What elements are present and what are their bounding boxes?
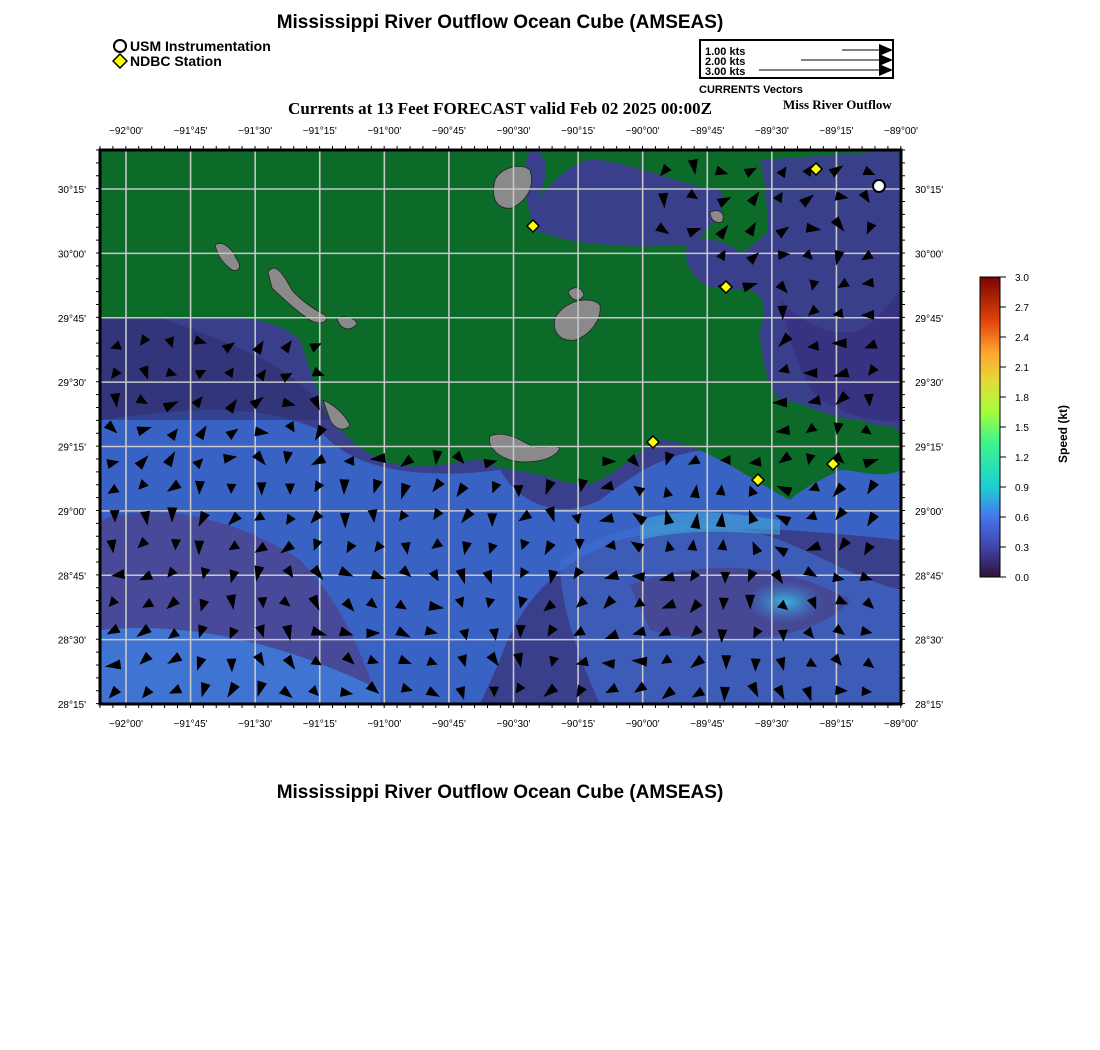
colorbar-tick-label: 2.4 (1015, 333, 1029, 344)
lat-tick-label: 28°30' (57, 635, 86, 647)
lon-tick-label: −91°15' (302, 126, 337, 137)
colorbar-tick-label: 1.5 (1015, 423, 1029, 434)
lon-tick-label: −90°00' (625, 719, 660, 730)
colorbar-tick-label: 2.7 (1015, 303, 1029, 314)
lon-tick-label: −91°00' (367, 126, 402, 137)
lat-tick-label: 29°15' (915, 442, 944, 454)
legend-ndbc-label: NDBC Station (130, 53, 222, 69)
lon-labels-bottom (109, 719, 918, 730)
colorbar-tick-label: 3.0 (1015, 273, 1029, 284)
lon-tick-label: −90°30' (496, 126, 531, 137)
colorbar-tick-label: 2.1 (1015, 363, 1029, 374)
colorbar-title: Speed (kt) (1056, 404, 1071, 464)
lat-tick-label: 28°15' (57, 700, 86, 711)
legend-usm-label: USM Instrumentation (130, 38, 271, 54)
colorbar-tick-label: 1.2 (1015, 453, 1029, 464)
lat-tick-label: 30°00' (915, 249, 944, 261)
lon-tick-label: −89°00' (884, 126, 918, 137)
map-subtitle: Currents at 13 Feet FORECAST valid Feb 02 2025 00:00Z (288, 99, 712, 118)
vector-key-entry-2: 2.00 kts (705, 56, 746, 68)
lon-tick-label: −89°45' (690, 126, 725, 137)
region-label: Miss River Outflow (783, 97, 892, 112)
vector-key-title: CURRENTS Vectors (699, 84, 803, 96)
colorbar-tick-label: 0.9 (1015, 483, 1029, 494)
lon-tick-label: −89°15' (819, 719, 854, 730)
lon-tick-label: −90°15' (561, 126, 596, 137)
lon-tick-label: −91°15' (302, 719, 337, 730)
lon-tick-label: −90°45' (431, 719, 466, 730)
lat-tick-label: 30°00' (57, 249, 86, 261)
lat-tick-label: 30°15' (57, 185, 86, 196)
lat-tick-label: 29°30' (57, 378, 86, 390)
lon-tick-label: −89°30' (754, 719, 789, 730)
lon-tick-label: −90°15' (561, 719, 596, 730)
lat-tick-label: 29°15' (57, 442, 86, 454)
lat-tick-label: 28°45' (915, 571, 944, 583)
lon-tick-label: −90°00' (625, 126, 660, 137)
colorbar-tick-label: 0.0 (1015, 573, 1029, 584)
colorbar-tick-label: 0.3 (1015, 543, 1029, 554)
lon-tick-label: −91°30' (238, 126, 273, 137)
page-title: Mississippi River Outflow Ocean Cube (AMSEAS) (276, 12, 724, 33)
lat-tick-label: 28°15' (915, 700, 944, 711)
colorbar-tick-label: 1.8 (1015, 393, 1029, 404)
lat-tick-label: 30°15' (915, 185, 944, 196)
lon-tick-label: −91°30' (238, 719, 273, 730)
lon-tick-label: −89°15' (819, 126, 854, 137)
lat-tick-label: 29°45' (915, 313, 944, 325)
lat-tick-label: 29°00' (915, 506, 944, 518)
lat-tick-label: 29°00' (57, 506, 86, 518)
lon-tick-label: −90°30' (496, 719, 531, 730)
second-page-title: Mississippi River Outflow Ocean Cube (AMSEAS) (276, 782, 724, 803)
vector-key-entry-1: 1.00 kts (705, 46, 746, 58)
lon-tick-label: −89°30' (754, 126, 789, 137)
lon-tick-label: −92°00' (109, 719, 143, 730)
lat-tick-label: 28°30' (915, 635, 944, 647)
lon-tick-label: −89°00' (884, 719, 918, 730)
lat-tick-label: 29°45' (57, 313, 86, 325)
lon-tick-label: −90°45' (431, 126, 466, 137)
lon-tick-label: −92°00' (109, 126, 143, 137)
colorbar-gradient (980, 277, 1000, 577)
lon-tick-label: −91°45' (173, 719, 208, 730)
lat-tick-label: 29°30' (915, 378, 944, 390)
colorbar-ticks (1000, 273, 1029, 584)
lon-tick-label: −91°00' (367, 719, 402, 730)
lat-tick-label: 28°45' (57, 571, 86, 583)
colorbar-tick-label: 0.6 (1015, 513, 1029, 524)
lon-tick-label: −91°45' (173, 126, 208, 137)
vector-key-entry-3: 3.00 kts (705, 66, 746, 78)
lon-tick-label: −89°45' (690, 719, 725, 730)
